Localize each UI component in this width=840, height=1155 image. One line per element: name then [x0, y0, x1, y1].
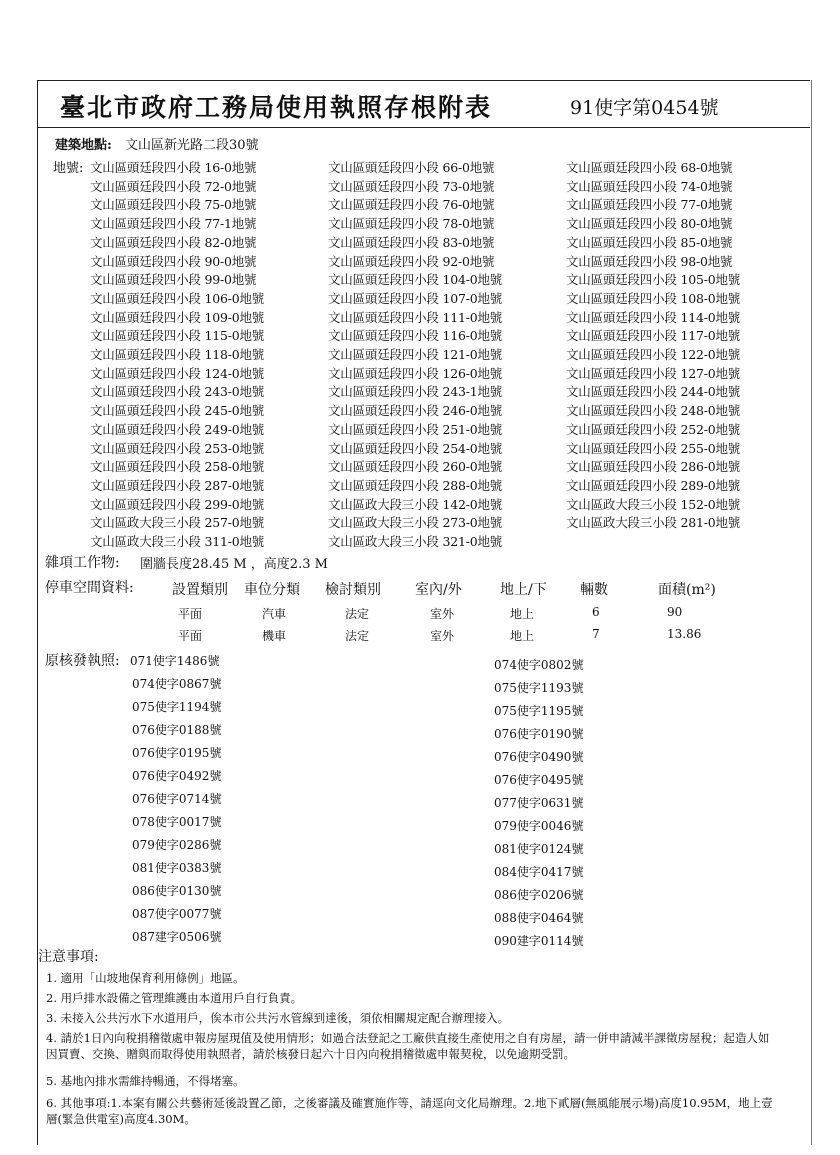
lot-numbers-label: 地號:	[53, 161, 84, 176]
lot-number: 文山區頭廷段四小段 106-0地號	[90, 290, 265, 306]
license-number: 074使字0802號	[494, 658, 584, 672]
parking-cell: 平面	[178, 629, 203, 643]
parking-header: 輛數	[580, 582, 608, 598]
parking-cell: 法定	[345, 607, 370, 621]
site-address: 文山區新光路二段30號	[125, 138, 259, 153]
license-number: 081使字0124號	[494, 842, 584, 856]
license-number: 076使字0490號	[494, 750, 584, 764]
lot-number: 文山區頭廷段四小段 255-0地號	[566, 440, 741, 456]
license-number: 076使字0188號	[132, 723, 222, 737]
note-item: 1. 適用「山坡地保育利用條例」地區。	[46, 971, 245, 985]
lot-number: 文山區頭廷段四小段 92-0地號	[328, 253, 495, 269]
lot-number: 文山區政大段三小段 142-0地號	[328, 496, 503, 512]
parking-cell: 汽車	[262, 607, 287, 621]
license-number: 074使字0867號	[132, 677, 222, 691]
lot-number: 文山區頭廷段四小段 66-0地號	[328, 160, 495, 175]
note-item: 3. 未接入公共污水下水道用戶，俟本市公共污水管線到達後，須依相關規定配合辦理接入。	[46, 1011, 510, 1025]
license-number: 071使字1486號	[130, 654, 220, 668]
license-number: 079使字0286號	[132, 838, 222, 852]
lot-number: 文山區頭廷段四小段 116-0地號	[328, 328, 503, 344]
lot-number: 文山區頭廷段四小段 254-0地號	[328, 440, 503, 456]
parking-header: 面積(m²)	[658, 582, 716, 598]
parking-header: 設置類別	[172, 582, 228, 598]
lot-number: 文山區頭廷段四小段 82-0地號	[90, 234, 257, 250]
license-number: 084使字0417號	[494, 865, 584, 879]
license-number: 086使字0206號	[494, 888, 584, 902]
lot-number: 文山區頭廷段四小段 243-1地號	[328, 384, 503, 400]
license-number: 081使字0383號	[132, 861, 222, 875]
lot-number: 文山區頭廷段四小段 244-0地號	[566, 384, 741, 400]
lot-number: 文山區頭廷段四小段 288-0地號	[328, 477, 503, 493]
lot-number: 文山區頭廷段四小段 105-0地號	[566, 272, 741, 288]
license-number: 079使字0046號	[494, 819, 584, 833]
lot-number: 文山區政大段三小段 281-0地號	[566, 515, 741, 531]
lot-number: 文山區頭廷段四小段 104-0地號	[328, 272, 503, 288]
lot-number: 文山區頭廷段四小段 75-0地號	[90, 197, 257, 213]
license-number: 075使字1193號	[494, 681, 584, 695]
parking-cell: 機車	[262, 629, 287, 643]
license-number: 076使字0714號	[132, 792, 222, 806]
parking-cell: 地上	[510, 607, 535, 621]
document-title: 臺北市政府工務局使用執照存根附表	[60, 93, 493, 122]
lot-number: 文山區頭廷段四小段 90-0地號	[90, 253, 257, 269]
note-item: 5. 基地內排水需維持暢通，不得堵塞。	[46, 1074, 245, 1088]
lot-number: 文山區頭廷段四小段 243-0地號	[90, 384, 265, 400]
lot-number: 文山區頭廷段四小段 246-0地號	[328, 403, 503, 419]
parking-header: 車位分類	[244, 582, 300, 598]
parking-header: 地上/下	[500, 582, 547, 598]
license-number: 075使字1194號	[132, 700, 222, 714]
lot-number: 文山區頭廷段四小段 253-0地號	[90, 440, 265, 456]
lot-number: 文山區頭廷段四小段 111-0地號	[328, 309, 503, 325]
lot-number: 文山區頭廷段四小段 16-0地號	[90, 160, 257, 175]
license-number: 076使字0190號	[494, 727, 584, 741]
parking-cell: 6	[592, 605, 600, 619]
lot-number: 文山區頭廷段四小段 126-0地號	[328, 365, 503, 381]
lot-number: 文山區政大段三小段 273-0地號	[328, 515, 503, 531]
lot-number: 文山區政大段三小段 152-0地號	[566, 496, 741, 512]
permit-number: 91使字第0454號	[570, 97, 719, 119]
misc-works-label: 雜項工作物:	[45, 555, 120, 571]
lot-number: 文山區頭廷段四小段 124-0地號	[90, 365, 265, 381]
lot-number: 文山區政大段三小段 257-0地號	[90, 515, 265, 531]
lot-number: 文山區頭廷段四小段 98-0地號	[566, 253, 733, 269]
license-number: 078使字0017號	[132, 815, 222, 829]
lot-number: 文山區頭廷段四小段 107-0地號	[328, 290, 503, 306]
license-number: 076使字0495號	[494, 773, 584, 787]
lot-number: 文山區頭廷段四小段 286-0地號	[566, 459, 741, 475]
lot-number: 文山區頭廷段四小段 122-0地號	[566, 347, 741, 362]
lot-number: 文山區頭廷段四小段 99-0地號	[90, 272, 257, 288]
license-number: 075使字1195號	[494, 704, 584, 718]
parking-cell: 13.86	[667, 627, 702, 641]
lot-number: 文山區頭廷段四小段 78-0地號	[328, 216, 495, 232]
license-number: 087使字0077號	[132, 907, 222, 921]
parking-cell: 室外	[430, 607, 455, 621]
license-number: 086使字0130號	[132, 884, 222, 898]
lot-number: 文山區頭廷段四小段 85-0地號	[566, 234, 733, 250]
lot-number: 文山區頭廷段四小段 245-0地號	[90, 403, 265, 419]
lot-number: 文山區頭廷段四小段 117-0地號	[566, 328, 741, 344]
lot-number: 文山區政大段三小段 311-0地號	[90, 534, 265, 549]
lot-number: 文山區頭廷段四小段 114-0地號	[566, 309, 741, 325]
license-number: 076使字0492號	[132, 769, 222, 783]
parking-cell: 法定	[345, 629, 370, 643]
lot-number: 文山區頭廷段四小段 115-0地號	[90, 328, 265, 344]
parking-header: 室內/外	[415, 582, 462, 598]
license-number: 087建字0506號	[132, 930, 222, 944]
lot-number: 文山區頭廷段四小段 108-0地號	[566, 290, 741, 306]
license-number: 088使字0464號	[494, 911, 584, 925]
parking-cell: 平面	[178, 607, 203, 621]
note-item: 4. 請於1日內向稅捐稽徵處申報房屋現值及使用情形；如過合法登記之工廠供直接生產使用之自有房屋，請一併申請減半課徵房屋稅；起造人如因買賣、交換、贈與而取得使用執照者，請於核發日起六十日內向稅捐稽徵處申報契稅，以免逾期受罰。	[46, 1031, 770, 1061]
license-number: 076使字0195號	[132, 746, 222, 760]
lot-number: 文山區頭廷段四小段 260-0地號	[328, 459, 503, 475]
parking-header: 檢討類別	[325, 582, 381, 598]
lot-number: 文山區頭廷段四小段 299-0地號	[90, 496, 265, 512]
lot-number: 文山區頭廷段四小段 287-0地號	[90, 477, 265, 493]
lot-number: 文山區頭廷段四小段 249-0地號	[90, 421, 265, 437]
lot-number: 文山區頭廷段四小段 251-0地號	[328, 421, 503, 437]
parking-cell: 90	[667, 605, 683, 619]
lot-number: 文山區頭廷段四小段 252-0地號	[566, 421, 741, 437]
lot-number: 文山區政大段三小段 321-0地號	[328, 534, 503, 549]
lot-number: 文山區頭廷段四小段 83-0地號	[328, 234, 495, 250]
license-number: 090建字0114號	[494, 934, 584, 948]
original-licenses-label: 原核發執照:	[45, 653, 120, 669]
note-item: 2. 用戶排水設備之管理維護由本道用戶自行負責。	[46, 991, 303, 1005]
lot-number: 文山區頭廷段四小段 118-0地號	[90, 347, 265, 362]
note-item: 6. 其他事項:1.本案有關公共藝術延後設置乙節，之後審議及確實施作等，請逕向文化局辦理。2.地下貳層(無風能展示場)高度10.95M，地上壹層(緊急供電室)高度4.30M。	[46, 1096, 773, 1126]
parking-cell: 7	[592, 627, 600, 641]
parking-cell: 室外	[430, 629, 455, 643]
license-number: 077使字0631號	[494, 796, 584, 810]
lot-number: 文山區頭廷段四小段 289-0地號	[566, 477, 741, 493]
parking-cell: 地上	[510, 629, 535, 643]
lot-number: 文山區頭廷段四小段 77-0地號	[566, 197, 733, 213]
lot-number: 文山區頭廷段四小段 77-1地號	[90, 216, 257, 232]
site-label: 建築地點:	[55, 138, 112, 153]
lot-number: 文山區頭廷段四小段 109-0地號	[90, 309, 265, 325]
notes-title: 注意事項:	[38, 949, 99, 965]
lot-number: 文山區頭廷段四小段 258-0地號	[90, 459, 265, 475]
lot-number: 文山區頭廷段四小段 73-0地號	[328, 178, 495, 194]
lot-number: 文山區頭廷段四小段 80-0地號	[566, 216, 733, 232]
misc-works-value: 圍牆長度28.45 M ，高度2.3 M	[140, 557, 328, 572]
lot-number: 文山區頭廷段四小段 248-0地號	[566, 403, 741, 419]
lot-number: 文山區頭廷段四小段 74-0地號	[566, 178, 733, 194]
lot-number: 文山區頭廷段四小段 127-0地號	[566, 365, 741, 381]
parking-label: 停車空間資料:	[45, 580, 134, 596]
lot-number: 文山區頭廷段四小段 121-0地號	[328, 347, 503, 362]
lot-number: 文山區頭廷段四小段 72-0地號	[90, 178, 257, 194]
lot-number: 文山區頭廷段四小段 68-0地號	[566, 160, 733, 175]
lot-number: 文山區頭廷段四小段 76-0地號	[328, 197, 495, 213]
